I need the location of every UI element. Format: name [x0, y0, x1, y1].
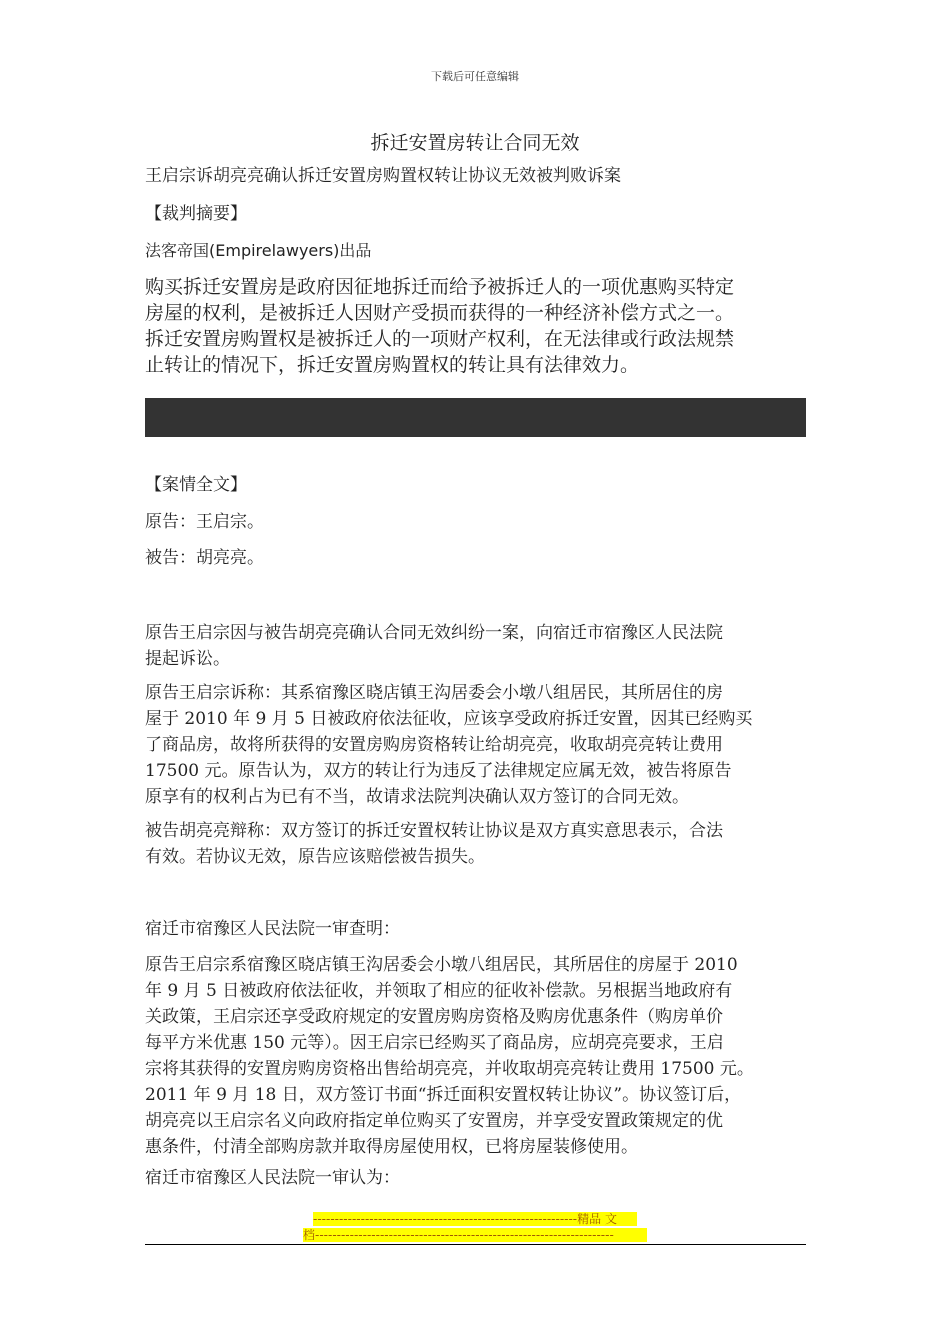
summary-line: 房屋的权利，是被拆迁人因财产受损而获得的一种经济补偿方式之一。 — [145, 302, 735, 324]
plaintiff-line: 原告：王启宗。 — [145, 512, 264, 532]
summary-line: 购买拆迁安置房是政府因征地拆迁而给予被拆迁人的一项优惠购买特定 — [145, 276, 735, 298]
claim-line: 了商品房，故将所获得的安置房购房资格转让给胡亮亮，收取胡亮亮转让费用 — [145, 735, 723, 755]
finding-line: 原告王启宗系宿豫区晓店镇王沟居委会小墩八组居民，其所居住的房屋于 2010 — [145, 955, 738, 975]
intro-paragraph — [145, 620, 805, 672]
intro-line: 提起诉讼。 — [145, 649, 230, 669]
finding-line: 2011 年 9 月 18 日，双方签订书面“拆迁面积安置权转让协议”。协议签订后， — [145, 1085, 742, 1105]
intro-line: 原告王启宗因与被告胡亮亮确认合同无效纠纷一案，向宿迁市宿豫区人民法院 — [145, 623, 723, 643]
producer-line: 法客帝国(Empirelawyers)出品 — [145, 241, 372, 260]
finding-line: 宗将其获得的安置房购房资格出售给胡亮亮，并收取胡亮亮转让费用 17500 元。 — [145, 1059, 754, 1079]
fulltext-heading: 【案情全文】 — [145, 475, 247, 495]
footer-rule — [145, 1244, 806, 1245]
finding-line: 关政策，王启宗还享受政府规定的安置房购房资格及购房优惠条件（购房单价 — [145, 1007, 723, 1027]
footer-banner-line: 档--------------------------------------------------------------------- — [303, 1228, 647, 1242]
claim-line: 屋于 2010 年 9 月 5 日被政府依法征收，应该享受政府拆迁安置，因其已经购买 — [145, 709, 753, 729]
plaintiff-claim-paragraph — [145, 680, 805, 810]
redacted-bar — [145, 398, 806, 437]
case-name: 王启宗诉胡亮亮确认拆迁安置房购置权转让协议无效被判败诉案 — [145, 166, 621, 186]
document-title: 拆迁安置房转让合同无效 — [370, 132, 580, 154]
opinion-heading: 宿迁市宿豫区人民法院一审认为： — [145, 1168, 400, 1188]
claim-line: 原享有的权利占为已有不当，故请求法院判决确认双方签订的合同无效。 — [145, 787, 689, 807]
finding-heading: 宿迁市宿豫区人民法院一审查明： — [145, 919, 400, 939]
summary-paragraph — [145, 274, 805, 378]
finding-paragraph — [145, 952, 805, 1160]
defendant-line: 被告：胡亮亮。 — [145, 548, 264, 568]
summary-heading: 【裁判摘要】 — [145, 204, 247, 224]
finding-line: 年 9 月 5 日被政府依法征收，并领取了相应的征收补偿款。另根据当地政府有 — [145, 981, 733, 1001]
defense-paragraph — [145, 818, 805, 870]
finding-line: 每平方米优惠 150 元等）。因王启宗已经购买了商品房，应胡亮亮要求，王启 — [145, 1033, 724, 1053]
claim-line: 17500 元。原告认为，双方的转让行为违反了法律规定应属无效，被告将原告 — [145, 761, 732, 781]
summary-line: 止转让的情况下，拆迁安置房购置权的转让具有法律效力。 — [145, 354, 640, 376]
defense-line: 有效。若协议无效，原告应该赔偿被告损失。 — [145, 847, 485, 867]
finding-line: 惠条件，付清全部购房款并取得房屋使用权，已将房屋装修使用。 — [145, 1137, 638, 1157]
defense-line: 被告胡亮亮辩称：双方签订的拆迁安置权转让协议是双方真实意思表示，合法 — [145, 821, 723, 841]
summary-line: 拆迁安置房购置权是被拆迁人的一项财产权利，在无法律或行政法规禁 — [145, 328, 735, 350]
claim-line: 原告王启宗诉称：其系宿豫区晓店镇王沟居委会小墩八组居民，其所居住的房 — [145, 683, 723, 703]
header-note: 下载后可任意编辑 — [431, 70, 519, 83]
footer-banner-line: -------------------------------------------------------------精品 文 — [313, 1212, 637, 1226]
finding-line: 胡亮亮以王启宗名义向政府指定单位购买了安置房，并享受安置政策规定的优 — [145, 1111, 723, 1131]
